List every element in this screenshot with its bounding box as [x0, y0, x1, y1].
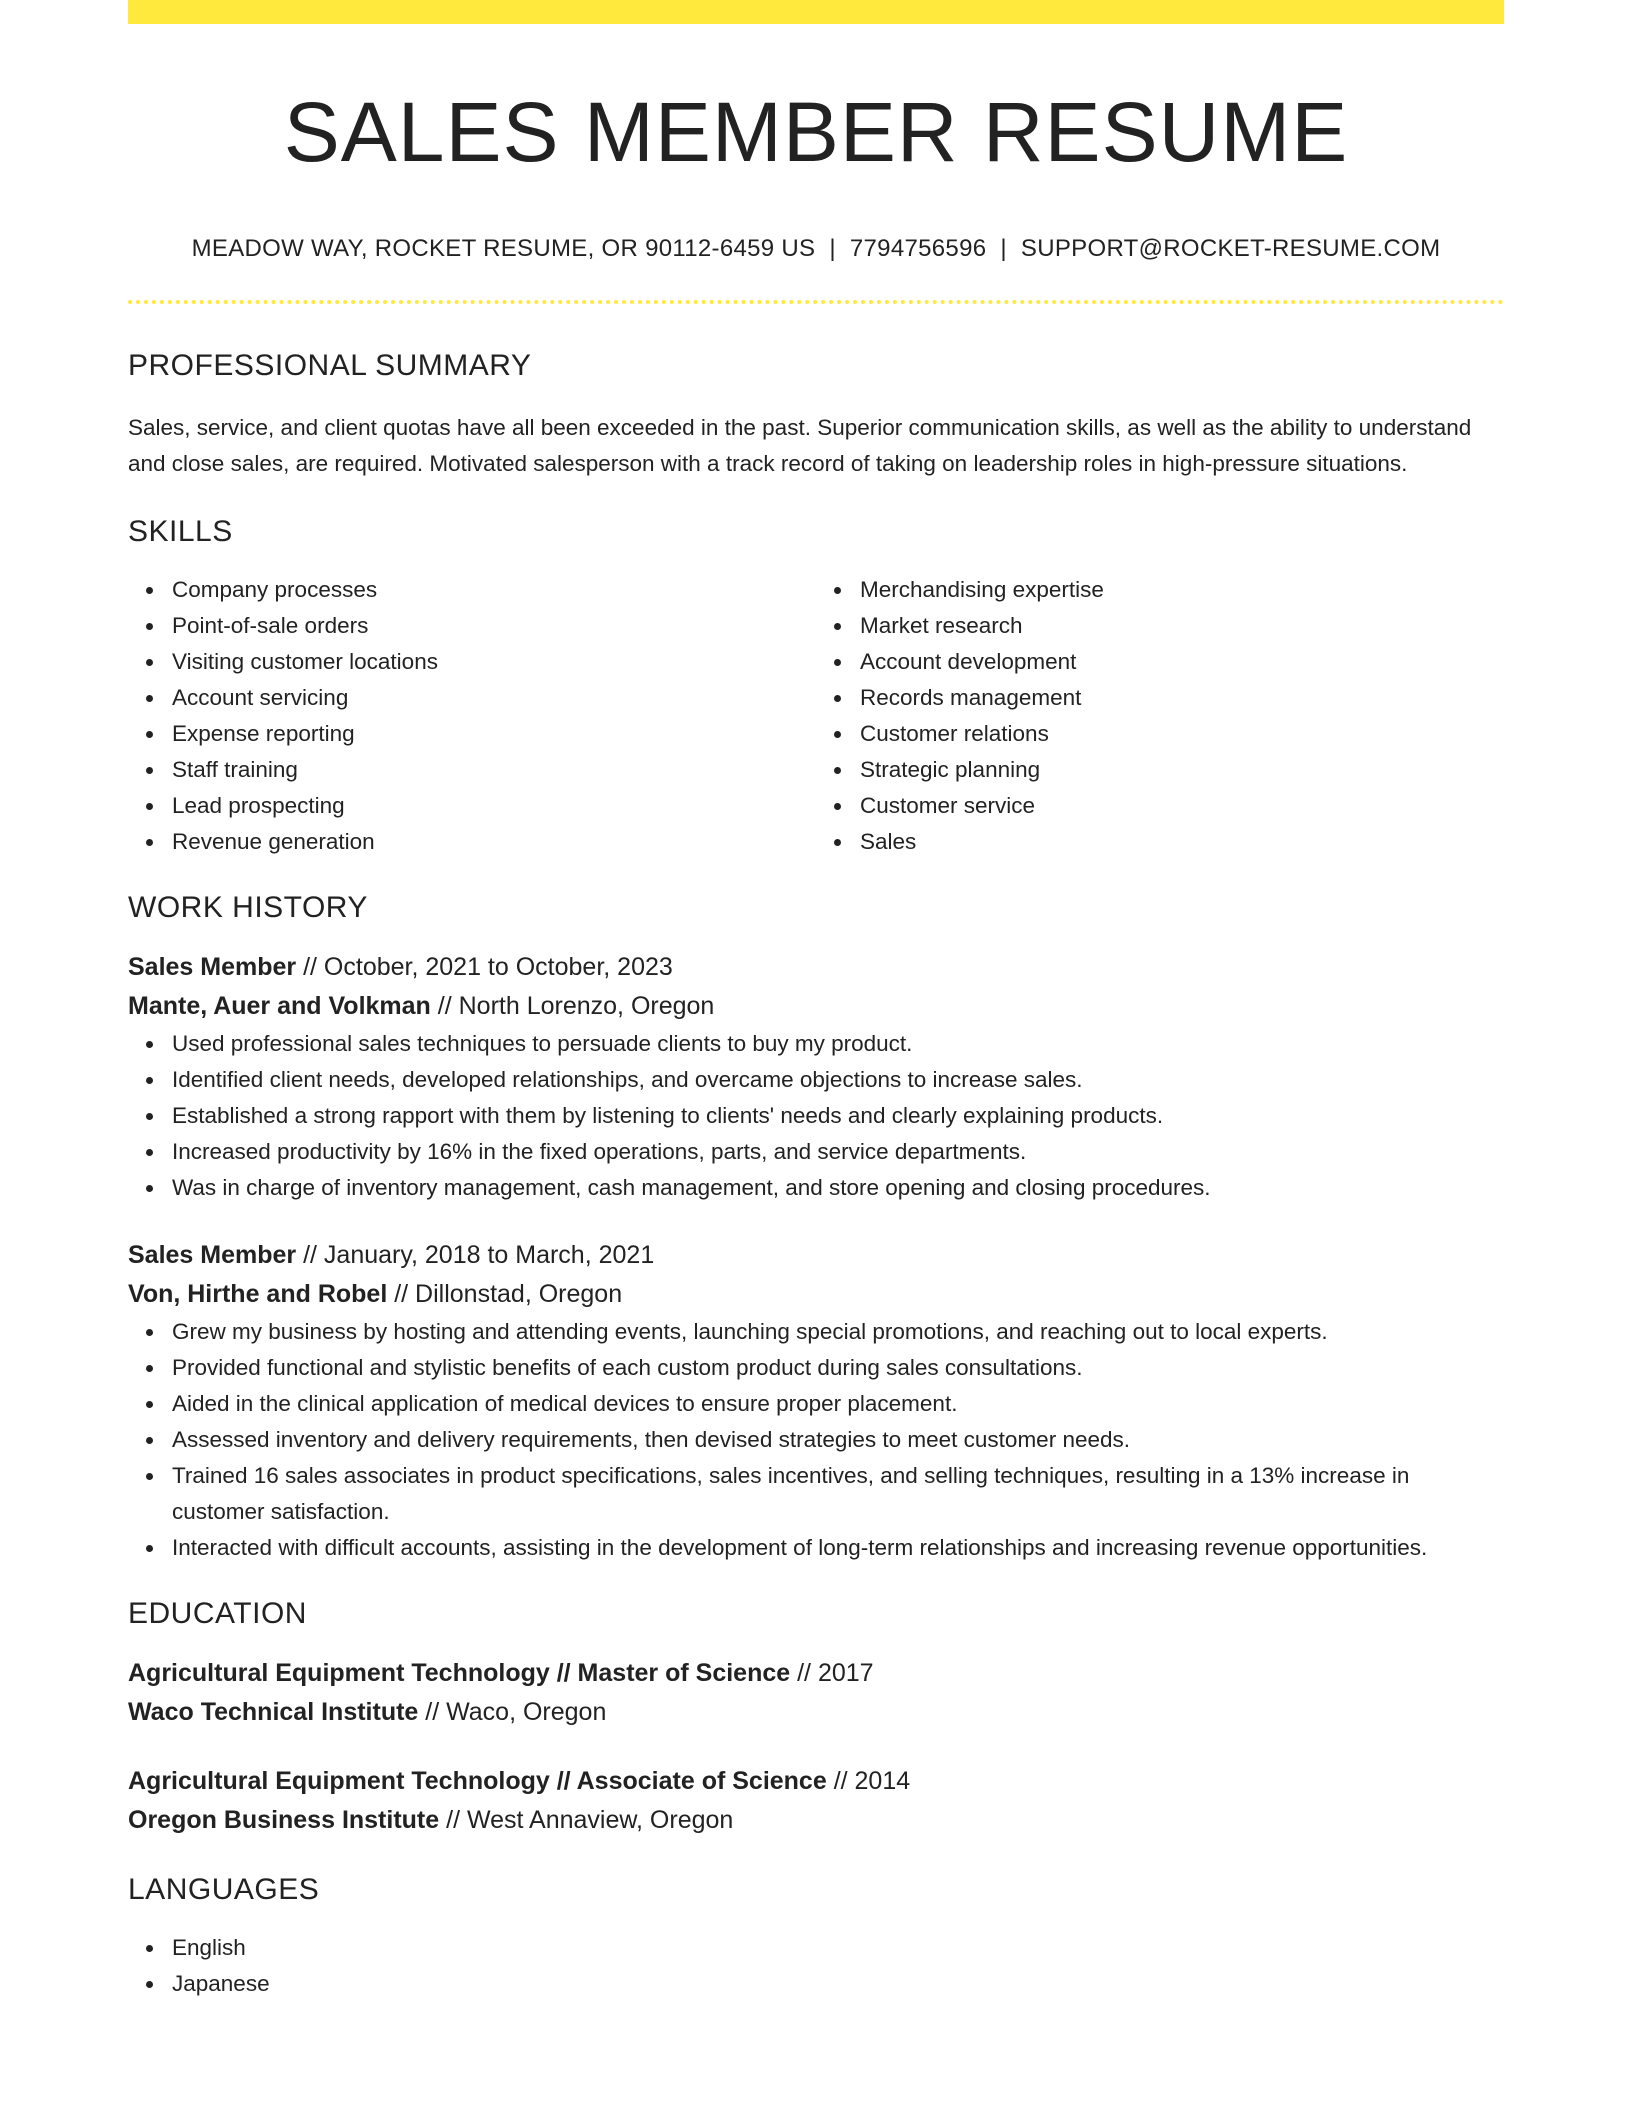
language-item: English — [172, 1930, 1504, 1966]
skill-item: Point-of-sale orders — [172, 608, 816, 644]
skill-item: Account servicing — [172, 680, 816, 716]
skills-list — [128, 572, 1504, 860]
job-company-line — [128, 1275, 1504, 1314]
skill-item: Revenue generation — [172, 824, 816, 860]
section-title-languages: LANGUAGES — [128, 1872, 320, 1906]
education-year: // 2017 — [790, 1658, 874, 1687]
section-title-skills: SKILLS — [128, 514, 233, 548]
education-location: // West Annaview, Oregon — [439, 1805, 734, 1834]
section-title-work: WORK HISTORY — [128, 890, 368, 924]
skill-item: Staff training — [172, 752, 816, 788]
accent-bar — [128, 0, 1504, 24]
job-bullet: Trained 16 sales associates in product specifications, sales incentives, and selling techniques, resulting in a 13% increase in customer satisfaction. — [172, 1458, 1504, 1530]
contact-separator: | — [829, 234, 836, 262]
resume-title: SALES MEMBER RESUME — [283, 85, 1349, 179]
job-bullet: Established a strong rapport with them by listening to clients' needs and clearly explaining products. — [172, 1098, 1504, 1134]
job-location: // Dillonstad, Oregon — [387, 1279, 623, 1308]
skill-item: Customer service — [860, 788, 1504, 824]
education-entry — [128, 1762, 1504, 1840]
job-bullet-list — [128, 1026, 1504, 1206]
education-degree: Agricultural Equipment Technology // Master of Science — [128, 1658, 791, 1687]
education-school: Oregon Business Institute — [128, 1805, 440, 1834]
job-location: // North Lorenzo, Oregon — [430, 991, 715, 1020]
contact-address: MEADOW WAY, ROCKET RESUME, OR 90112-6459 US — [191, 234, 816, 262]
job-entry — [128, 948, 1504, 1206]
skill-item: Company processes — [172, 572, 816, 608]
skill-item: Records management — [860, 680, 1504, 716]
skill-item: Market research — [860, 608, 1504, 644]
job-dates: // January, 2018 to March, 2021 — [296, 1240, 655, 1269]
job-bullet: Identified client needs, developed relationships, and overcame objections to increase sales. — [172, 1062, 1504, 1098]
language-item: Japanese — [172, 1966, 1504, 2002]
job-bullet: Assessed inventory and delivery requirements, then devised strategies to meet customer needs. — [172, 1422, 1504, 1458]
languages-list — [128, 1930, 1504, 2002]
education-school: Waco Technical Institute — [128, 1697, 419, 1726]
summary-text: Sales, service, and client quotas have all been exceeded in the past. Superior communication skills, as well as the ability to understand and close sales, are required. Motivated salesperson with a track record of taking on leadership roles in high-pressure situations. — [128, 414, 1472, 476]
job-bullet: Aided in the clinical application of medical devices to ensure proper placement. — [172, 1386, 1504, 1422]
dotted-divider — [128, 300, 1504, 304]
resume-page — [128, 0, 1504, 2002]
contact-email: SUPPORT@ROCKET-RESUME.COM — [1020, 234, 1441, 262]
education-school-line — [128, 1801, 1504, 1840]
job-bullet: Interacted with difficult accounts, assisting in the development of long-term relationships and increasing revenue opportunities. — [172, 1530, 1504, 1566]
education-year: // 2014 — [826, 1766, 911, 1795]
education-degree-line — [128, 1654, 1504, 1693]
skill-item: Expense reporting — [172, 716, 816, 752]
education-entry — [128, 1654, 1504, 1732]
job-company-line — [128, 987, 1504, 1026]
job-bullet: Provided functional and stylistic benefits of each custom product during sales consultations. — [172, 1350, 1504, 1386]
education-school-line — [128, 1693, 1504, 1732]
skill-item: Account development — [860, 644, 1504, 680]
job-title: Sales Member — [128, 952, 297, 981]
contact-line — [128, 235, 1504, 264]
skill-item: Lead prospecting — [172, 788, 816, 824]
skill-item: Strategic planning — [860, 752, 1504, 788]
education-degree: Agricultural Equipment Technology // Associate of Science — [128, 1766, 827, 1795]
skills-column-left — [128, 572, 816, 860]
job-bullet: Used professional sales techniques to persuade clients to buy my product. — [172, 1026, 1504, 1062]
section-title-summary: PROFESSIONAL SUMMARY — [128, 348, 532, 382]
skill-item: Visiting customer locations — [172, 644, 816, 680]
job-title-line — [128, 948, 1504, 987]
section-title-education: EDUCATION — [128, 1596, 307, 1630]
job-entry — [128, 1236, 1504, 1566]
education-degree-line — [128, 1762, 1504, 1801]
job-company: Mante, Auer and Volkman — [128, 991, 431, 1020]
skill-item: Customer relations — [860, 716, 1504, 752]
job-title-line — [128, 1236, 1504, 1275]
job-company: Von, Hirthe and Robel — [128, 1279, 388, 1308]
skills-column-right — [816, 572, 1504, 860]
contact-phone: 7794756596 — [849, 234, 987, 262]
skill-item: Sales — [860, 824, 1504, 860]
skill-item: Merchandising expertise — [860, 572, 1504, 608]
job-title: Sales Member — [128, 1240, 297, 1269]
job-bullet: Grew my business by hosting and attending events, launching special promotions, and reaching out to local experts. — [172, 1314, 1504, 1350]
job-dates: // October, 2021 to October, 2023 — [296, 952, 673, 981]
contact-separator: | — [1000, 234, 1007, 262]
job-bullet-list — [128, 1314, 1504, 1566]
job-bullet: Increased productivity by 16% in the fixed operations, parts, and service departments. — [172, 1134, 1504, 1170]
education-location: // Waco, Oregon — [418, 1697, 607, 1726]
job-bullet: Was in charge of inventory management, cash management, and store opening and closing procedures. — [172, 1170, 1504, 1206]
